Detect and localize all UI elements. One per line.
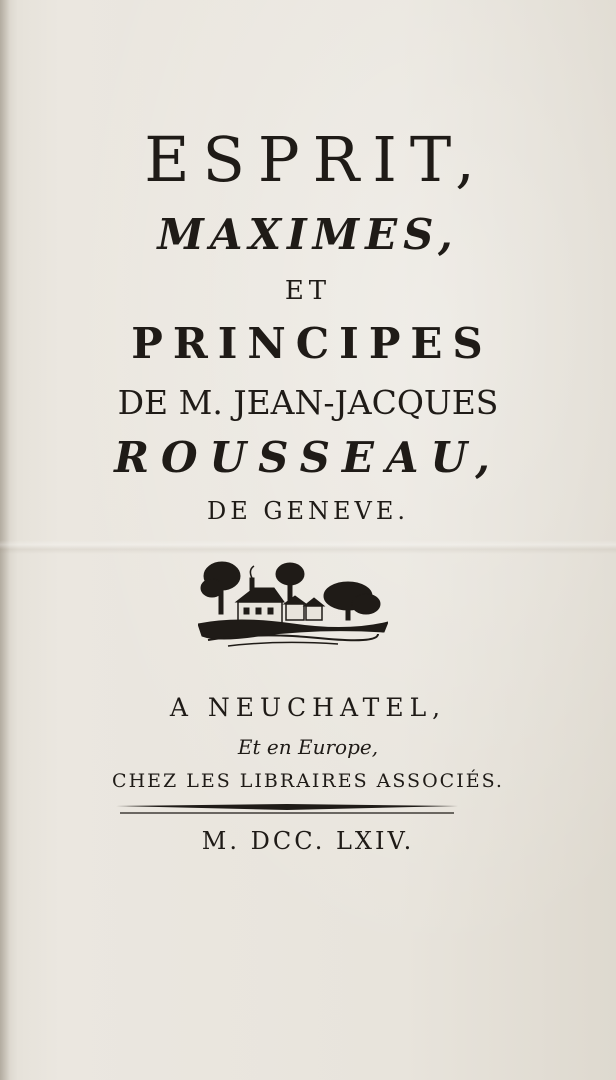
paper-fold (0, 540, 616, 554)
imprint-region: Et en Europe, (237, 735, 379, 759)
title-line-maximes: MAXIMES, (157, 210, 459, 259)
title-line-esprit: ESPRIT, (144, 123, 488, 196)
publication-date: M. DCC. LXIV. (201, 827, 415, 855)
imprint-place: A NEUCHATEL, (169, 693, 447, 722)
title-line-principes: PRINCIPES (131, 319, 493, 368)
title-line-et: ET (284, 276, 332, 306)
author-line: DE M. JEAN-JACQUES (117, 383, 499, 422)
village-woodcut-icon (198, 558, 388, 650)
imprint-publisher: CHEZ LES LIBRAIRES ASSOCIÉS. (112, 770, 504, 792)
author-surname: ROUSSEAU, (114, 433, 502, 482)
double-rule-divider-icon (116, 802, 458, 816)
author-origin: DE GENEVE. (206, 497, 410, 525)
